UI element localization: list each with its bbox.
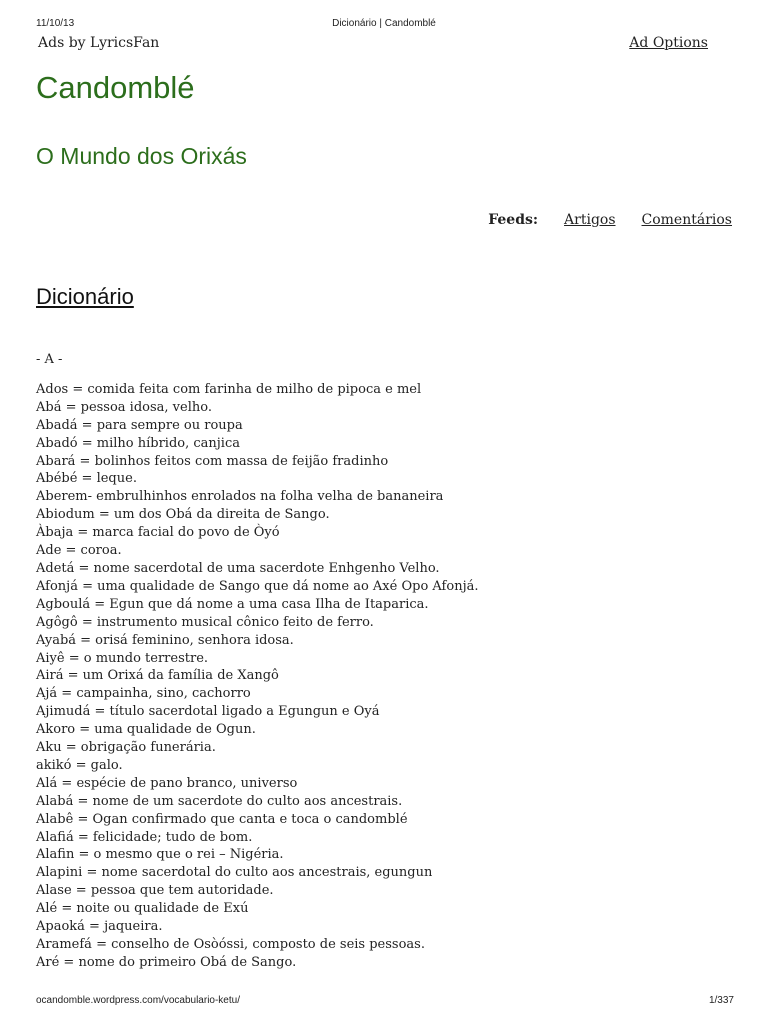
site-title[interactable]: Candomblé — [36, 70, 195, 105]
ads-label: Ads by LyricsFan — [38, 35, 160, 51]
dictionary-entry: Abá = pessoa idosa, velho. — [36, 399, 212, 415]
dictionary-entry: Aré = nome do primeiro Obá de Sango. — [36, 954, 297, 970]
section-letter: - A - — [36, 352, 63, 367]
dictionary-entry: Alafin = o mesmo que o rei – Nigéria. — [36, 847, 284, 863]
dictionary-entry: Abadá = para sempre ou roupa — [36, 417, 243, 433]
feeds-bar — [488, 212, 732, 232]
dictionary-entry: Abiodum = um dos Obá da direita de Sango. — [36, 507, 330, 523]
dictionary-entry: Apaoká = jaqueira. — [36, 919, 163, 935]
dictionary-entry: Aku = obrigação funerária. — [36, 740, 216, 756]
print-page-title: Dicionário | Candomblé — [332, 18, 436, 29]
dictionary-entry: Ajá = campainha, sino, cachorro — [36, 686, 251, 702]
dictionary-entry: Akoro = uma qualidade de Ogun. — [36, 722, 256, 738]
dictionary-entry: Agôgô = instrumento musical cônico feito de ferro. — [36, 614, 374, 630]
dictionary-entry: Abébé = leque. — [36, 471, 137, 487]
dictionary-entry: Afonjá = uma qualidade de Sango que dá nome ao Axé Opo Afonjá. — [36, 578, 479, 594]
print-url: ocandomble.wordpress.com/vocabulario-ketu/ — [36, 995, 240, 1006]
print-date: 11/10/13 — [36, 18, 75, 29]
dictionary-entry: Alá = espécie de pano branco, universo — [36, 775, 298, 791]
dictionary-entry: Alabê = Ogan confirmado que canta e toca o candomblé — [36, 811, 408, 827]
dictionary-entry: Airá = um Orixá da família de Xangô — [36, 668, 279, 684]
dictionary-entry: Ajimudá = título sacerdotal ligado a Egungun e Oyá — [36, 704, 380, 720]
article-content — [36, 351, 736, 972]
dictionary-entries — [36, 381, 736, 972]
dictionary-entry: Aiyê = o mundo terrestre. — [36, 650, 209, 666]
dictionary-entry: Àbaja = marca facial do povo de Òyó — [36, 525, 280, 541]
dictionary-entry: Alase = pessoa que tem autoridade. — [36, 883, 274, 899]
print-page-number: 1/337 — [708, 995, 734, 1006]
dictionary-entry: Ayabá = orisá feminino, senhora idosa. — [36, 632, 294, 648]
site-tagline: O Mundo dos Orixás — [36, 143, 247, 169]
print-header — [0, 18, 768, 32]
dictionary-entry: Alafiá = felicidade; tudo de bom. — [36, 829, 253, 845]
page-heading[interactable]: Dicionário — [36, 284, 134, 309]
dictionary-entry: Alé = noite ou qualidade de Exú — [36, 901, 249, 917]
dictionary-entry: Ade = coroa. — [36, 543, 122, 559]
dictionary-entry: Adetá = nome sacerdotal de uma sacerdote Enhgenho Velho. — [36, 560, 440, 576]
feed-articles-link[interactable]: Artigos — [564, 212, 616, 228]
dictionary-entry: Aberem- embrulhinhos enrolados na folha velha de bananeira — [36, 489, 444, 505]
dictionary-entry: Abará = bolinhos feitos com massa de feijão fradinho — [36, 453, 389, 469]
ads-bar — [38, 35, 708, 55]
feed-comments-link[interactable]: Comentários — [641, 212, 732, 228]
dictionary-entry: akikó = galo. — [36, 757, 123, 773]
dictionary-entry: Aramefá = conselho de Osòóssi, composto de seis pessoas. — [36, 937, 425, 952]
dictionary-entry: Alapini = nome sacerdotal do culto aos ancestrais, egungun — [36, 865, 433, 881]
ad-options-link[interactable]: Ad Options — [629, 35, 708, 51]
dictionary-entry: Alabá = nome de um sacerdote do culto aos ancestrais. — [36, 793, 403, 809]
dictionary-entry: Abadó = milho híbrido, canjica — [36, 435, 241, 451]
feeds-label: Feeds: — [488, 212, 539, 228]
print-footer — [0, 995, 768, 1009]
dictionary-entry: Agboulá = Egun que dá nome a uma casa Ilha de Itaparica. — [36, 596, 429, 612]
dictionary-entry: Ados = comida feita com farinha de milho de pipoca e mel — [36, 381, 422, 397]
